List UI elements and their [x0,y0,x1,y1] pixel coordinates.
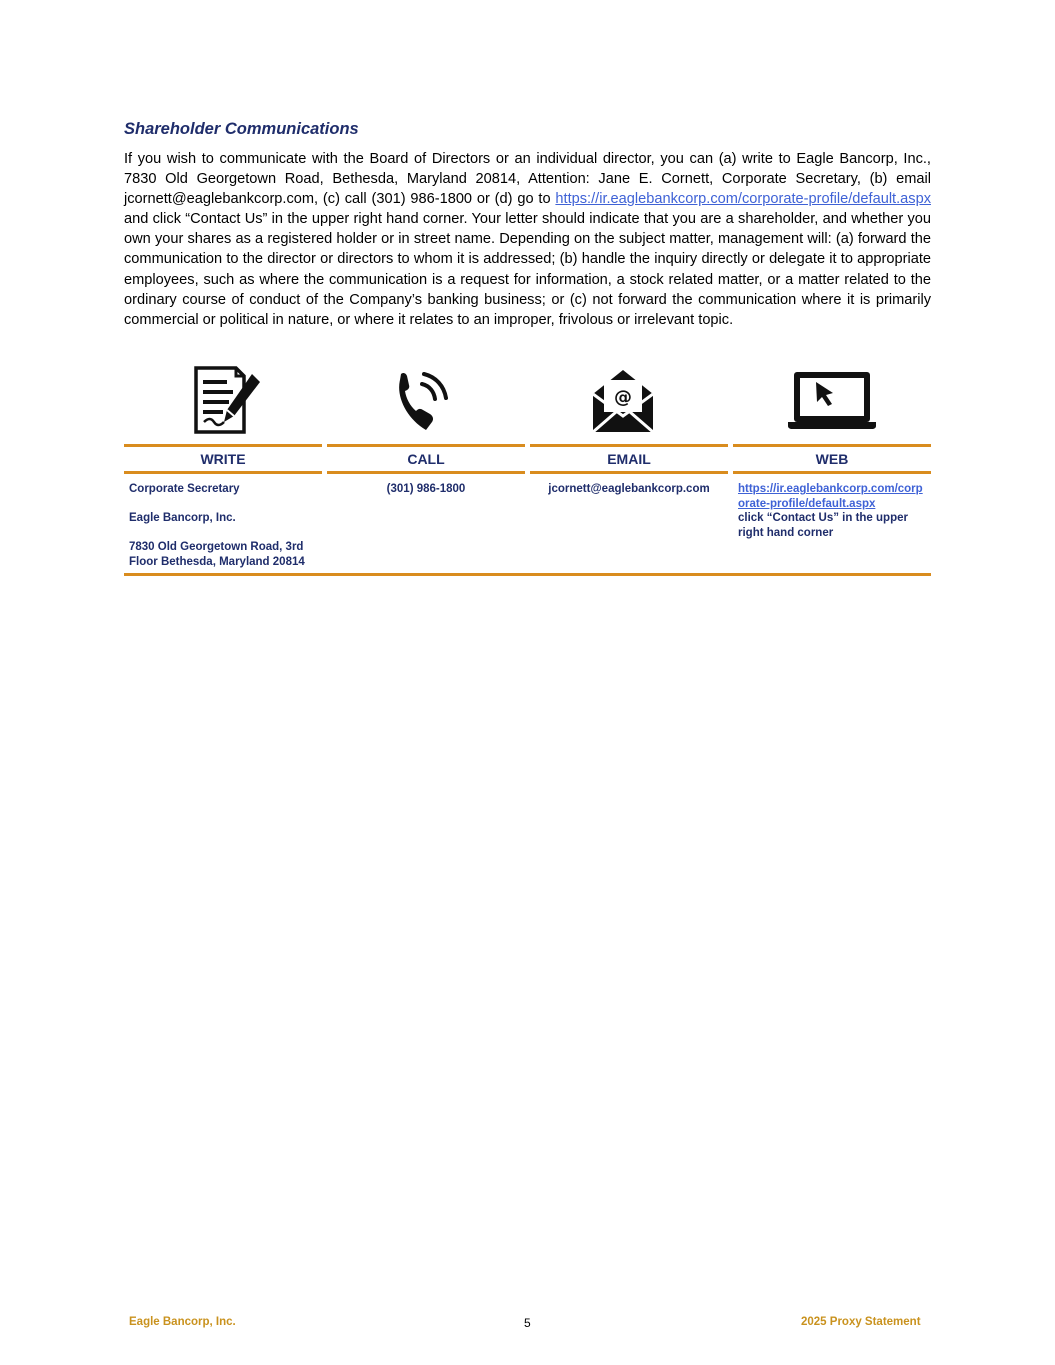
write-address: 7830 Old Georgetown Road, 3rd Floor Bethesda, Maryland 20814 [129,541,305,568]
page-number: 5 [524,1316,531,1330]
paragraph-text-before-link: If you wish to communicate with the Board of Directors or an individual director, you can (a) write to Eagle Bancorp, Inc., 7830 Old Georgetown Road, Bethesda, Maryland 20814, Attention: Jane E. Cornett, Corporate Secretary, (b) email jcornett@eaglebankcorp.com, (c) call (301) 986-1800 or (d) go to [124,151,931,208]
web-details [733,474,931,540]
web-header: WEB [733,444,931,474]
contact-icons-row [124,360,931,444]
call-column [327,444,525,511]
call-details [327,474,525,497]
email-icon [590,366,656,436]
write-column [124,444,322,584]
shareholder-communications-paragraph [124,149,931,330]
svg-text:@: @ [614,387,632,408]
email-column [530,444,728,511]
web-contact-note: click “Contact Us” in the upper right hand corner [738,512,908,539]
web-column [733,444,931,540]
phone-number: (301) 986-1800 [386,483,466,495]
write-header: WRITE [124,444,322,474]
laptop-icon [786,366,878,436]
call-header: CALL [327,444,525,474]
paragraph-text-after-link: and click “Contact Us” in the upper right hand corner. Your letter should indicate that you are a shareholder, and whether you own your shares as a registered holder or in street name. Depending on the subject matter, management will: (a) forward the communication to the director or directors to whom it is addressed; (b) handle the inquiry directly or delegate it to appropriate employees, such as where the communication is a request for information, a stock related matter, or a matter related to the ordinary course of conduct of the Company’s banking business; or (c) not forward the communication where it is primarily commercial or political in nature, or where it relates to an improper, frivolous or irrelevant topic. [124,211,931,328]
footer-document-title: 2025 Proxy Statement [801,1316,921,1328]
web-contact-link[interactable]: https://ir.eaglebankcorp.com/corporate-profile/default.aspx [738,483,923,510]
write-recipient: Corporate Secretary [129,483,240,495]
table-bottom-rule [124,573,931,576]
email-header: EMAIL [530,444,728,474]
write-icon [190,366,262,436]
contact-columns [124,444,931,572]
corporate-profile-link[interactable]: https://ir.eaglebankcorp.com/corporate-profile/default.aspx [555,191,931,208]
footer-company: Eagle Bancorp, Inc. [129,1316,236,1328]
write-details [124,474,322,569]
email-address: jcornett@eaglebankcorp.com [548,483,710,495]
section-title: Shareholder Communications [124,120,359,138]
write-company: Eagle Bancorp, Inc. [129,512,236,524]
contact-methods-table [124,360,931,572]
email-details [530,474,728,497]
phone-icon [392,366,454,436]
